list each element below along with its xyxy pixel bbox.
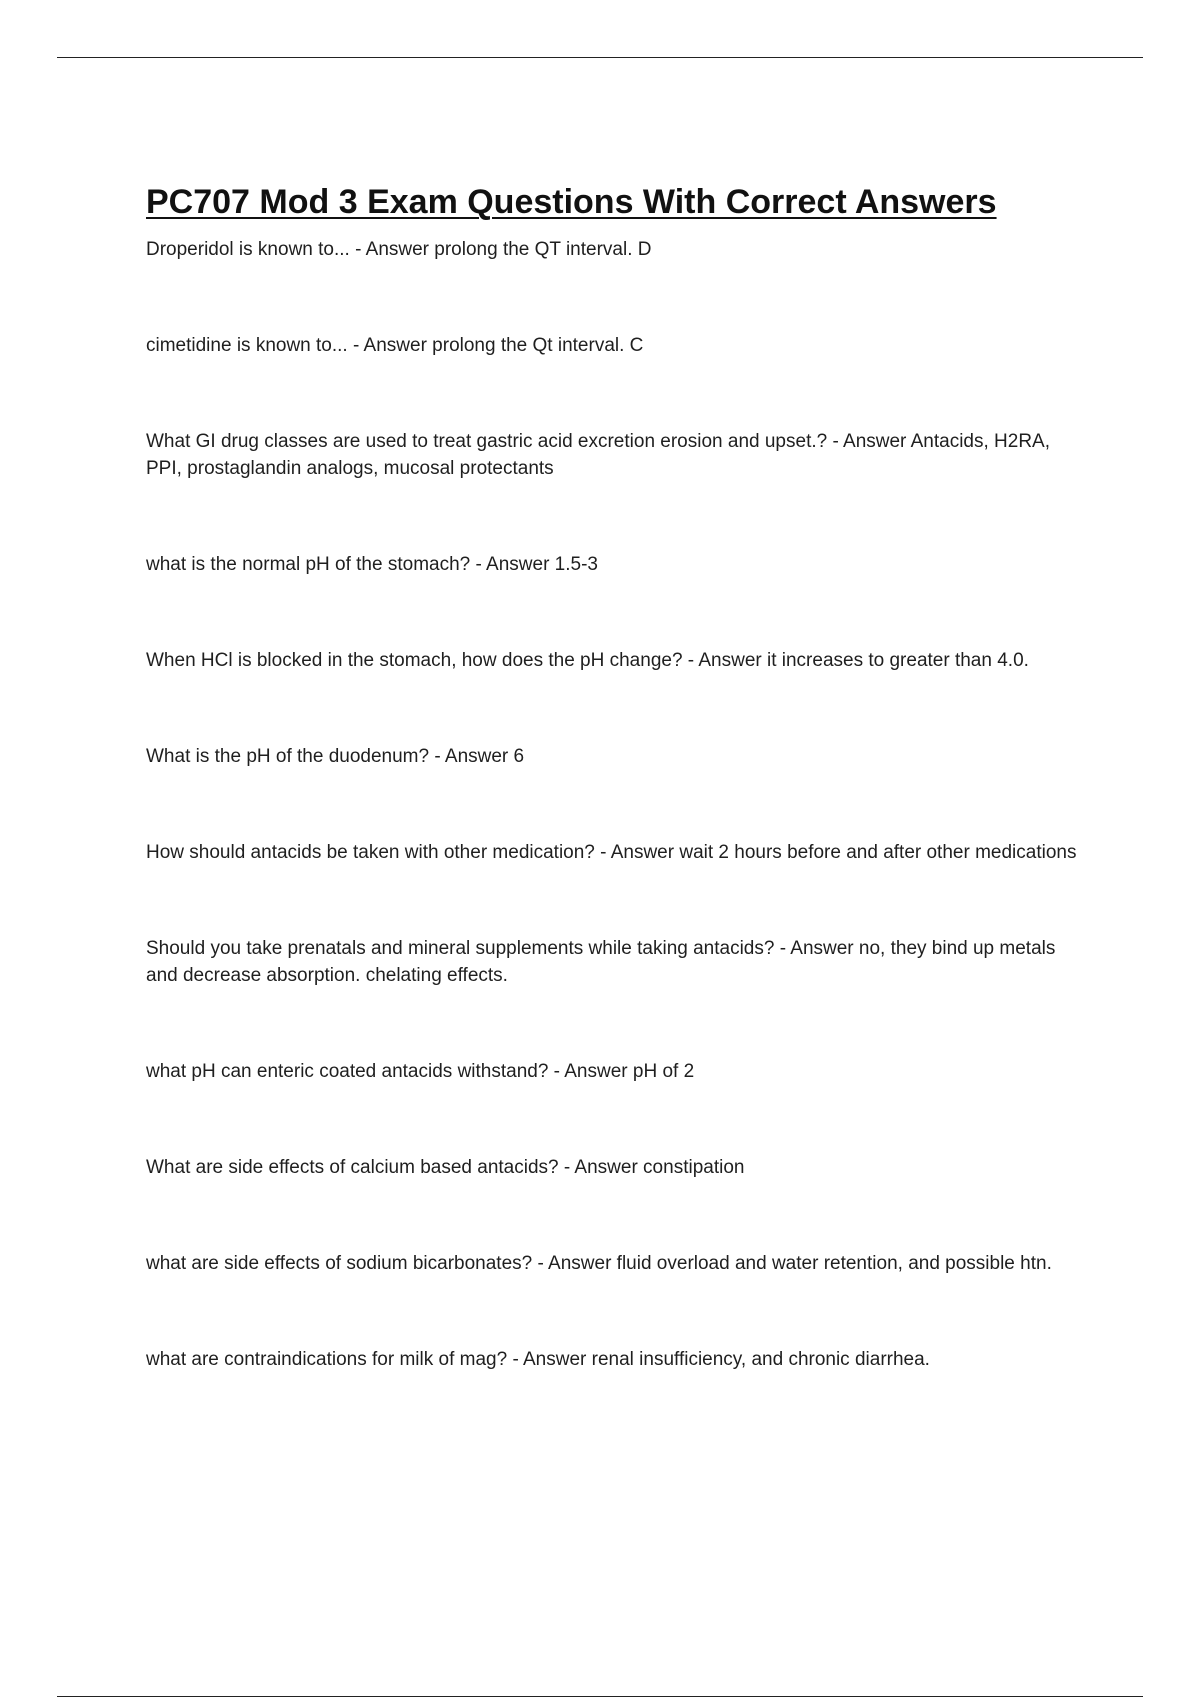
qa-item-2: cimetidine is known to... - Answer prolong the Qt interval. C xyxy=(146,335,644,356)
qa-item-8: Should you take prenatals and mineral supplements while taking antacids? - Answer no, they bind up metals and decrease absorption. chelating effects. xyxy=(146,938,1056,986)
qa-item-7: How should antacids be taken with other medication? - Answer wait 2 hours before and after other medications xyxy=(146,842,1077,863)
qa-item-6: What is the pH of the duodenum? - Answer 6 xyxy=(146,746,525,767)
qa-item-5: When HCl is blocked in the stomach, how does the pH change? - Answer it increases to greater than 4.0. xyxy=(146,650,1029,671)
document-title: PC707 Mod 3 Exam Questions With Correct Answers xyxy=(146,183,997,221)
qa-item-12: what are contraindications for milk of mag? - Answer renal insufficiency, and chronic diarrhea. xyxy=(146,1349,930,1370)
qa-item-9: what pH can enteric coated antacids withstand? - Answer pH of 2 xyxy=(146,1061,695,1082)
qa-list xyxy=(146,236,1091,1373)
qa-item-3: What GI drug classes are used to treat gastric acid excretion erosion and upset.? - Answer Antacids, H2RA, PPI, prostaglandin analogs, mucosal protectants xyxy=(146,431,1051,479)
qa-item-1: Droperidol is known to... - Answer prolong the QT interval. D xyxy=(146,239,652,260)
qa-item-11: what are side effects of sodium bicarbonates? - Answer fluid overload and water retention, and possible htn. xyxy=(146,1253,1052,1274)
qa-item-4: what is the normal pH of the stomach? - Answer 1.5-3 xyxy=(146,554,598,575)
qa-item-10: What are side effects of calcium based antacids? - Answer constipation xyxy=(146,1157,745,1178)
footer-rule xyxy=(57,1696,1143,1697)
header-rule xyxy=(57,57,1143,58)
document-body xyxy=(146,180,1091,1442)
